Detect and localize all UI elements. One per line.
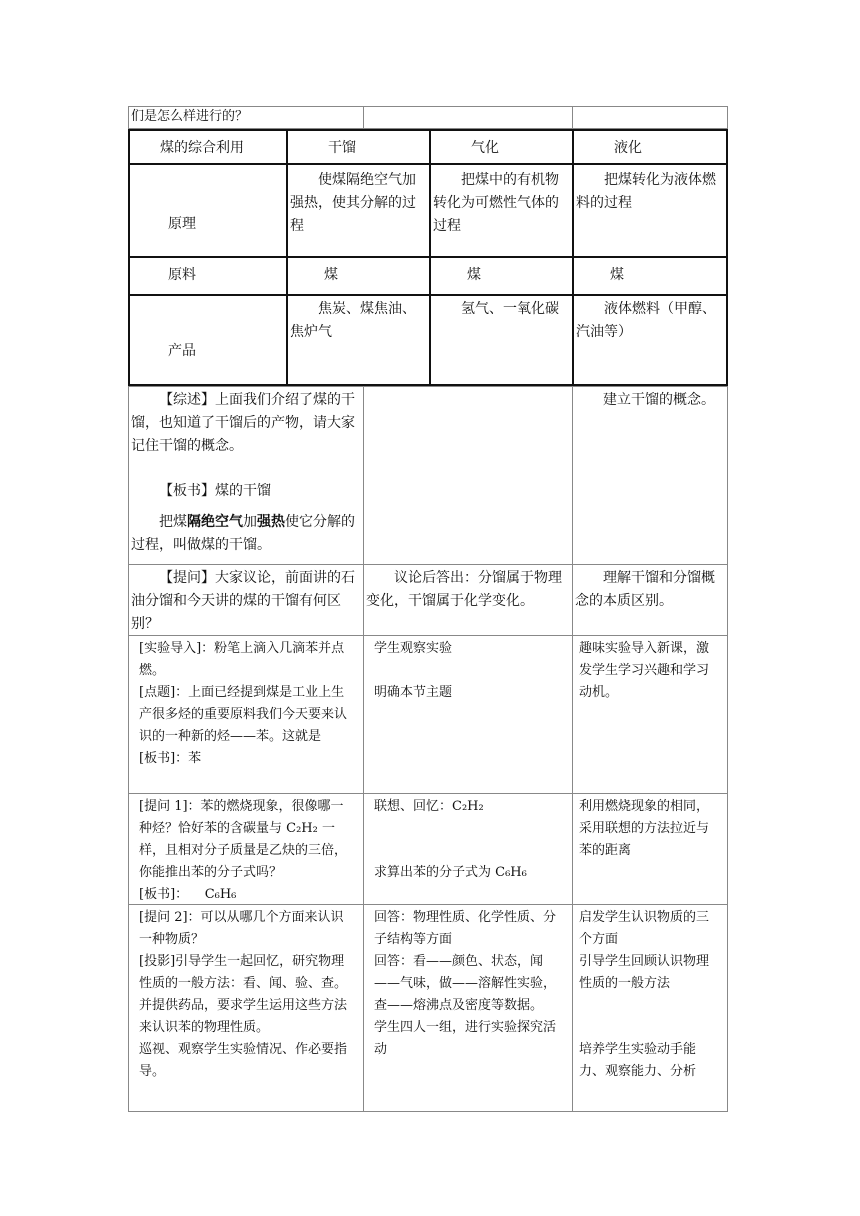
formula-col1: [提问 1]：苯的燃烧现象，很像哪一种烃？恰好苯的含碳量与 C₂H₂ 一样，且相对分子质量是乙炔的三倍，你能推出苯的分子式吗？ [板书]： C₆H₆	[128, 793, 364, 905]
coal-table-header: 干馏	[286, 129, 431, 165]
formula-c2h2: C₂H₂	[286, 821, 318, 836]
formula-col2: 联想、回忆：C₂H₂ 求算出苯的分子式为 C₆H₆	[363, 793, 573, 905]
property-col3: 启发学生认识物质的三个方面 引导学生回顾认识物理性质的一般方法 培养学生实验动手能力、观察能力、分析	[572, 904, 728, 1112]
top-row-col1	[128, 106, 364, 129]
intro-col1	[128, 635, 364, 794]
summary-board-heading: 【板书】煤的干馏	[159, 483, 271, 499]
coal-table-cell: 焦炭、煤焦油、焦炉气	[286, 294, 431, 386]
coal-table-cell: 把煤转化为液体燃料的过程	[572, 163, 728, 258]
coal-table-header: 气化	[429, 129, 574, 165]
formula-c6h6: C₆H₆	[495, 865, 527, 880]
coal-table-cell: 氢气、一氧化碳	[429, 294, 574, 386]
formula-c6h6: C₆H₆	[204, 887, 237, 902]
summary-col3: 建立干馏的概念。	[572, 386, 728, 565]
summary-col2	[363, 386, 573, 565]
question-col2: 议论后答出：分馏属于物理变化，干馏属于化学变化。	[363, 564, 573, 636]
coal-table-header: 煤的综合利用	[128, 129, 288, 165]
coal-table-cell: 把煤中的有机物转化为可燃性气体的过程	[429, 163, 574, 258]
top-row-col2	[363, 106, 573, 129]
coal-table-cell: 液体燃料（甲醇、汽油等）	[572, 294, 728, 386]
formula-col3: 利用燃烧现象的相同，采用联想的方法拉近与苯的距离	[572, 793, 728, 905]
coal-table-row-label: 原理	[128, 163, 288, 258]
property-col1: [提问 2]：可以从哪几个方面来认识一种物质？ [投影]引导学生一起回忆，研究物理性质的一般方法：看、闻、验、查。 并提供药品，要求学生运用这些方法来认识苯的物理性质。 巡视、观察学生实验情况、作必要指导。	[128, 904, 364, 1112]
intro-col3: 趣味实验导入新课，激发学生学习兴趣和学习动机。	[572, 635, 728, 794]
question-col3: 理解干馏和分馏概念的本质区别。	[572, 564, 728, 636]
top-row-col3	[572, 106, 728, 129]
property-col2: 回答：物理性质、化学性质、分子结构等方面 回答：看——颜色、状态，闻——气味，做——溶解性实验，查——熔沸点及密度等数据。 学生四人一组，进行实验探究活动	[363, 904, 573, 1112]
formula-c2h2: C₂H₂	[452, 799, 484, 814]
question-col1: 【提问】大家议论，前面讲的石油分馏和今天讲的煤的干馏有何区别？	[128, 564, 364, 636]
coal-table-cell: 使煤隔绝空气加强热，使其分解的过程	[286, 163, 431, 258]
intro-topic: [点题]：上面已经提到煤是工业上生产很多烃的重要原料我们今天要来认识的一种新的烃——苯。这就是	[139, 685, 348, 744]
summary-col1	[128, 386, 364, 565]
summary-definition: 把煤隔绝空气加强热使它分解的过程，叫做煤的干馏。	[131, 514, 355, 553]
coal-table-header: 液化	[572, 129, 728, 165]
coal-table-cell: 煤	[429, 256, 574, 296]
coal-table-row-label: 产品	[128, 294, 288, 386]
summary-paragraph: 【综述】上面我们介绍了煤的干馏，也知道了干馏后的产物，请大家记住干馏的概念。	[131, 392, 355, 454]
coal-table-cell: 煤	[286, 256, 431, 296]
intro-col2: 学生观察实验 明确本节主题	[363, 635, 573, 794]
coal-table-cell: 煤	[572, 256, 728, 296]
top-row-text: 们是怎么样进行的？	[131, 109, 249, 124]
coal-table-row-label: 原料	[128, 256, 288, 296]
intro-experiment: [实验导入]：粉笔上滴入几滴苯并点燃。	[139, 641, 345, 678]
intro-board: [板书]：苯	[139, 751, 202, 766]
